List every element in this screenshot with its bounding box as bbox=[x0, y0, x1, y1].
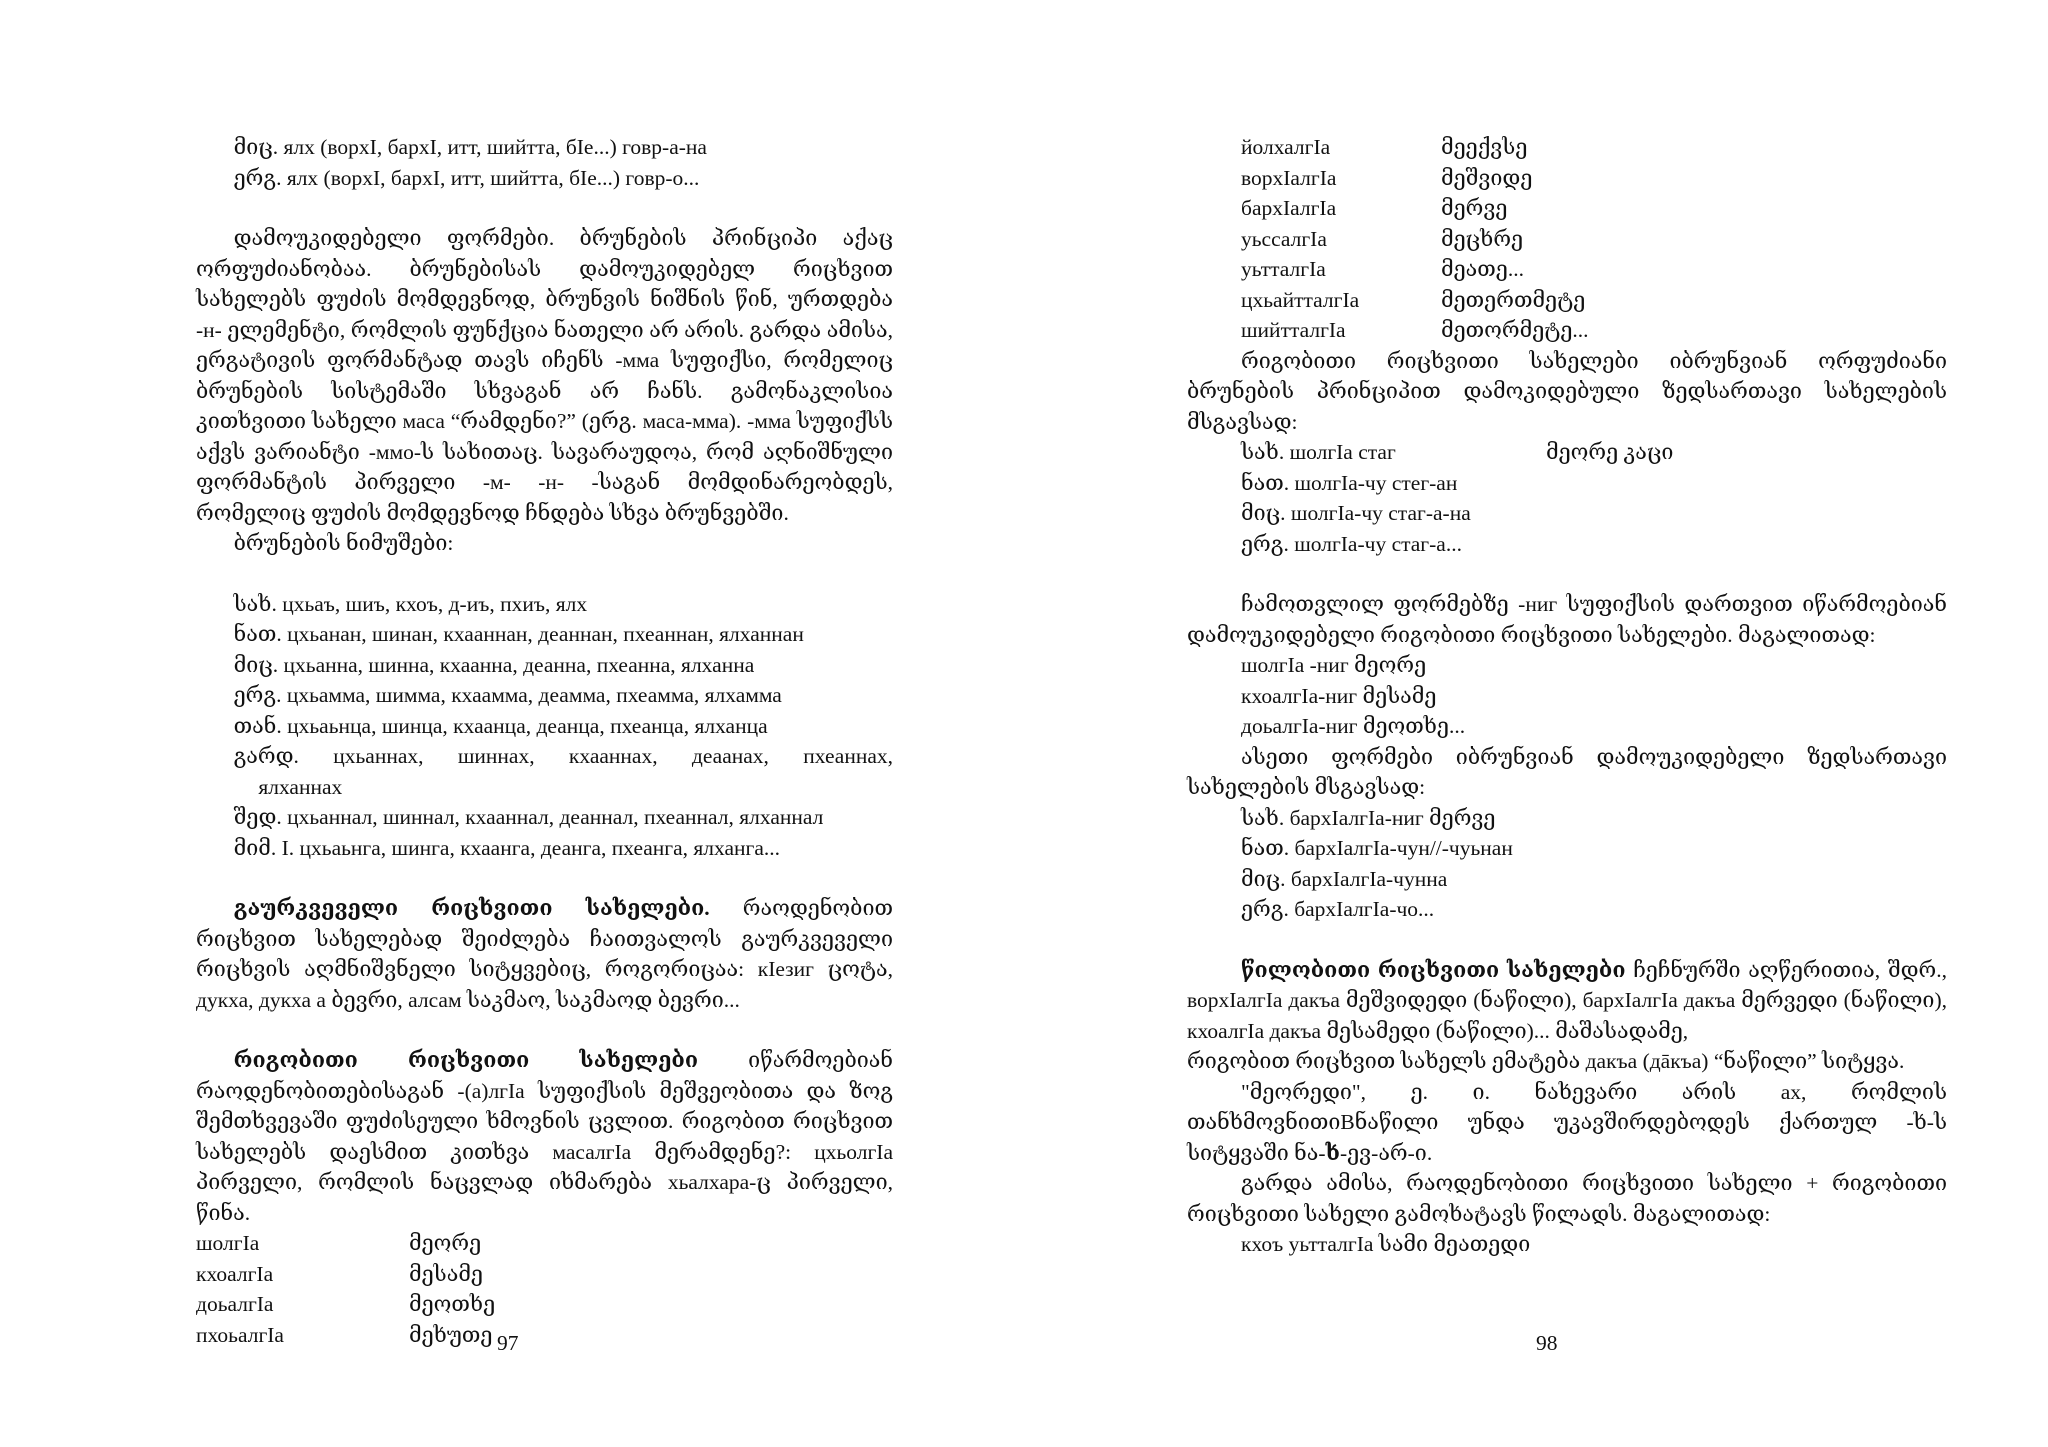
chechen-word: шолгIа bbox=[196, 1231, 260, 1255]
georgian-word: მეხუთე bbox=[409, 1322, 493, 1347]
table-row bbox=[196, 1289, 495, 1320]
declension-row: სახ. бархIалгIа-ниг მერვე bbox=[1241, 805, 1496, 830]
example-line: кхоъ уьтталгIа სამი მეათედი bbox=[1241, 1232, 1531, 1256]
chechen-word: шийтталгIа bbox=[1241, 318, 1346, 342]
paragraph-dependent-forms: დამოუკიდებელი ფორმები. ბრუნების პრინციპი აქაც ორფუძიანობაა. ბრუნებისას დამოუკიდებელ რიცხვით სახელებს ფუძის მომდევნოდ, ბრუნვის ნიშნის წინ, ურთდება -н- ელემენტი, რომლის ფუნქცია ნათელი არ არის. გარდა ამისა, ერგატივის ფორმანტად თავს იჩენს -мма სუფიქსი, რომელიც ბრუნების სისტემაში სხვაგან არ ჩანს. გამონაკლისია კითხვითი სახელი маса “რამდენი?” (ერგ. маса-мма). -мма სუფიქსს აქვს ვარიანტი -ммо-ს სახითაც. სავარაუდოა, რომ აღნიშნული ფორმანტის პირველი -м- -н- -საგან მომდინარეობდეს, რომელიც ფუძის მომდევნოდ ჩნდება სხვა ბრუნვებში. bbox=[196, 226, 893, 525]
page-number: 97 bbox=[497, 1331, 519, 1355]
declension-heading: ბრუნების ნიმუშები: bbox=[233, 531, 454, 555]
ordinal-examples-table bbox=[1241, 132, 1589, 346]
left-text-column bbox=[196, 132, 893, 1350]
bold-letter: ხ bbox=[1325, 1140, 1340, 1165]
paragraph-such-forms: ასეთი ფორმები იბრუნვიან დამოუკიდებელი ზედსართავი სახელების მსგავსად: bbox=[1187, 744, 1947, 799]
declension-row: თან. цхьаьнца, шинца, кхаанца, деанца, пхеанца, ялханца bbox=[233, 713, 768, 738]
table-row bbox=[1241, 285, 1589, 316]
example-line: кхоалгIа-ниг მესამე bbox=[1241, 683, 1437, 708]
paragraph-half bbox=[1187, 1077, 1947, 1169]
georgian-word: მეშვიდე bbox=[1441, 165, 1533, 190]
declension-form: სახ. шолгIа стаг bbox=[1241, 440, 1396, 464]
declension-row bbox=[1241, 437, 1947, 468]
right-text-column bbox=[1187, 132, 1947, 1260]
declension-block-b bbox=[1187, 803, 1947, 925]
georgian-word: მეექვსე bbox=[1441, 135, 1528, 159]
georgian-word: მეათე... bbox=[1441, 257, 1524, 281]
table-row bbox=[1241, 132, 1589, 163]
paragraph-ordinal bbox=[196, 1045, 893, 1228]
term-ordinal: რიგობითი რიცხვითი სახელები bbox=[233, 1048, 699, 1072]
declension-row: ერგ. цхьамма, шимма, кхаамма, деамма, пхеамма, ялхамма bbox=[233, 683, 782, 707]
declension-row: ერგ. шолгIа-чу стаг-а... bbox=[1241, 531, 1462, 556]
nig-examples bbox=[1187, 650, 1947, 742]
table-row bbox=[196, 1228, 495, 1259]
paragraph-text: რაოდენობით რიცხვით სახელებად შეიძლება ჩაითვალოს გაურკვეველი რიცხვის აღმნიშვნელი სიტყვებიც, როგორიცაა: кIезиг ცოტა, дукха, дукха а ბევრი, алсам საკმაო, საკმაოდ ბევრი... bbox=[196, 896, 893, 1012]
georgian-word: მესამე bbox=[409, 1261, 483, 1286]
paragraph-two-stem: რიგობითი რიცხვითი სახელები იბრუნვიან ორფუძიანი ბრუნების პრინციპით დამოკიდებული ზედსართავი სახელების მსგავსად: bbox=[1187, 348, 1947, 434]
declension-row: შედ. цхьаннал, шиннал, кхааннал, деаннал, пхеаннал, ялханнал bbox=[233, 805, 824, 829]
declension-gloss: მეორე კაცი bbox=[1546, 440, 1674, 464]
table-row bbox=[1241, 163, 1589, 194]
table-row bbox=[1241, 254, 1589, 285]
table-row bbox=[196, 1259, 495, 1290]
declension-row-continued: ялханнах bbox=[258, 774, 343, 799]
paragraph-fractional-cont: რიგობით რიცხვით სახელს ემატება дакъа (дāкъа) “ნაწილი” სიტყვა. bbox=[1187, 1049, 1905, 1073]
text-line: მიც. ялх (ворхI, бархI, итт, шийтта, бIе...) говр-а-на bbox=[233, 135, 707, 159]
georgian-word: მეორე bbox=[409, 1231, 482, 1255]
georgian-word: მეთერთმეტე bbox=[1441, 287, 1586, 312]
georgian-word: მეთორმეტე... bbox=[1441, 318, 1589, 342]
declension-row: ნათ. шолгIа-чу стег-ан bbox=[1241, 470, 1458, 495]
paragraph-text: იწარმოებიან რაოდენობითებისაგან -(а)лгIа სუფიქსის მეშვეობითა და ზოგ შემთხვევაში ფუძისეული ხმოვნის ცვლით. რიგობით რიცხვით სახელებს დაესმით კითხვა масалгIа მერამდენე?: цхьолгIа პირველი, რომლის ნაცვლად იხმარება хьалхара-ც პირველი, წინა. bbox=[196, 1048, 893, 1225]
georgian-word: მერვე bbox=[1441, 196, 1508, 220]
term-fractional: წილობითი რიცხვითი სახელები bbox=[1241, 957, 1626, 982]
chechen-word: пхоьалгIа bbox=[196, 1322, 284, 1347]
chechen-word: ворхIалгIа bbox=[1241, 165, 1337, 190]
table-row bbox=[1241, 315, 1589, 346]
chechen-word: бархIалгIа bbox=[1241, 196, 1337, 220]
paragraph-indefinite bbox=[196, 893, 893, 1015]
chechen-word: уьтталгIа bbox=[1241, 257, 1326, 281]
chechen-word: доьалгIа bbox=[196, 1292, 274, 1316]
declension-row: მიც. шолгIа-чу стаг-а-на bbox=[1241, 501, 1471, 525]
example-line: шолгIа -ниг მეორე bbox=[1241, 653, 1427, 677]
declension-row: მიც. бархIалгIа-чунна bbox=[1241, 866, 1448, 891]
declension-block-a bbox=[1187, 437, 1947, 559]
declension-row: სახ. цхьаъ, шиъ, кхоъ, д-иъ, пхиъ, ялх bbox=[233, 591, 588, 616]
chechen-word: йолхалгIа bbox=[1241, 135, 1331, 159]
page-number: 98 bbox=[1536, 1331, 1558, 1355]
georgian-word: მეცხრე bbox=[1441, 226, 1524, 251]
paragraph-nig: ჩამოთვლილ ფორმებზე -ниг სუფიქსის დართვით იწარმოებიან დამოუკიდებელი რიგობითი რიცხვითი სახელები. მაგალითად: bbox=[1187, 592, 1947, 647]
paragraph-also: გარდა ამისა, რაოდენობითი რიცხვითი სახელი + რიგობითი რიცხვითი სახელი გამოხატავს წილადს. მაგალითად: bbox=[1187, 1171, 1947, 1226]
chechen-word: кхоалгIа bbox=[196, 1261, 274, 1286]
chechen-word: уьссалгIа bbox=[1241, 226, 1327, 251]
page-right bbox=[1024, 0, 2048, 1447]
table-row bbox=[1241, 193, 1589, 224]
georgian-word: მეოთხე bbox=[409, 1292, 496, 1316]
paragraph-text: "მეორედი", ე. ი. ნახევარი არის ах, რომლის თანხმოვნითიВნაწილი უნდა უკავშირდებოდეს ქართულ -ხ-ს სიტყვაში ნა- bbox=[1187, 1079, 1947, 1165]
paragraph-text: -ევ-არ-ი. bbox=[1339, 1140, 1433, 1165]
declension-row: ნათ. цхьанан, шинан, кхааннан, деаннан, пхеаннан, ялханнан bbox=[233, 622, 804, 646]
ordinal-examples-table bbox=[196, 1228, 495, 1350]
chechen-word: цхьайтталгIа bbox=[1241, 287, 1360, 312]
declension-row: გარდ. цхьаннах, шиннах, кхааннах, деаанах, пхеаннах, bbox=[233, 744, 893, 768]
paragraph-text: ჩეჩნურში აღწერითია, შდრ., ворхIалгIа дакъа მეშვიდედი (ნაწილი), бархIалгIа дакъа მერვედი (ნაწილი), кхоалгIа дакъа მესამედი (ნაწილი)... მაშასადამე, bbox=[1187, 957, 1947, 1043]
paragraph-fractional bbox=[1187, 955, 1947, 1047]
declension-row: მიც. цхьанна, шинна, кхаанна, деанна, пхеанна, ялханна bbox=[233, 652, 755, 677]
text-line: ერგ. ялх (ворхI, бархI, итт, шийтта, бIе...) говр-о... bbox=[233, 165, 700, 190]
declension-row: ერგ. бархIалгIа-чо... bbox=[1241, 897, 1435, 921]
table-row bbox=[1241, 224, 1589, 255]
table-row bbox=[196, 1320, 495, 1351]
declension-row: ნათ. бархIалгIа-чун//-чуьнан bbox=[1241, 836, 1513, 860]
term-indefinite: გაურკვეველი რიცხვითი სახელები. bbox=[233, 896, 710, 920]
declension-row: მიმ. I. цхьаьнга, шинга, кхаанга, деанга, пхеанга, ялханга... bbox=[233, 835, 781, 860]
example-line: доьалгIа-ниг მეოთხე... bbox=[1241, 714, 1466, 738]
